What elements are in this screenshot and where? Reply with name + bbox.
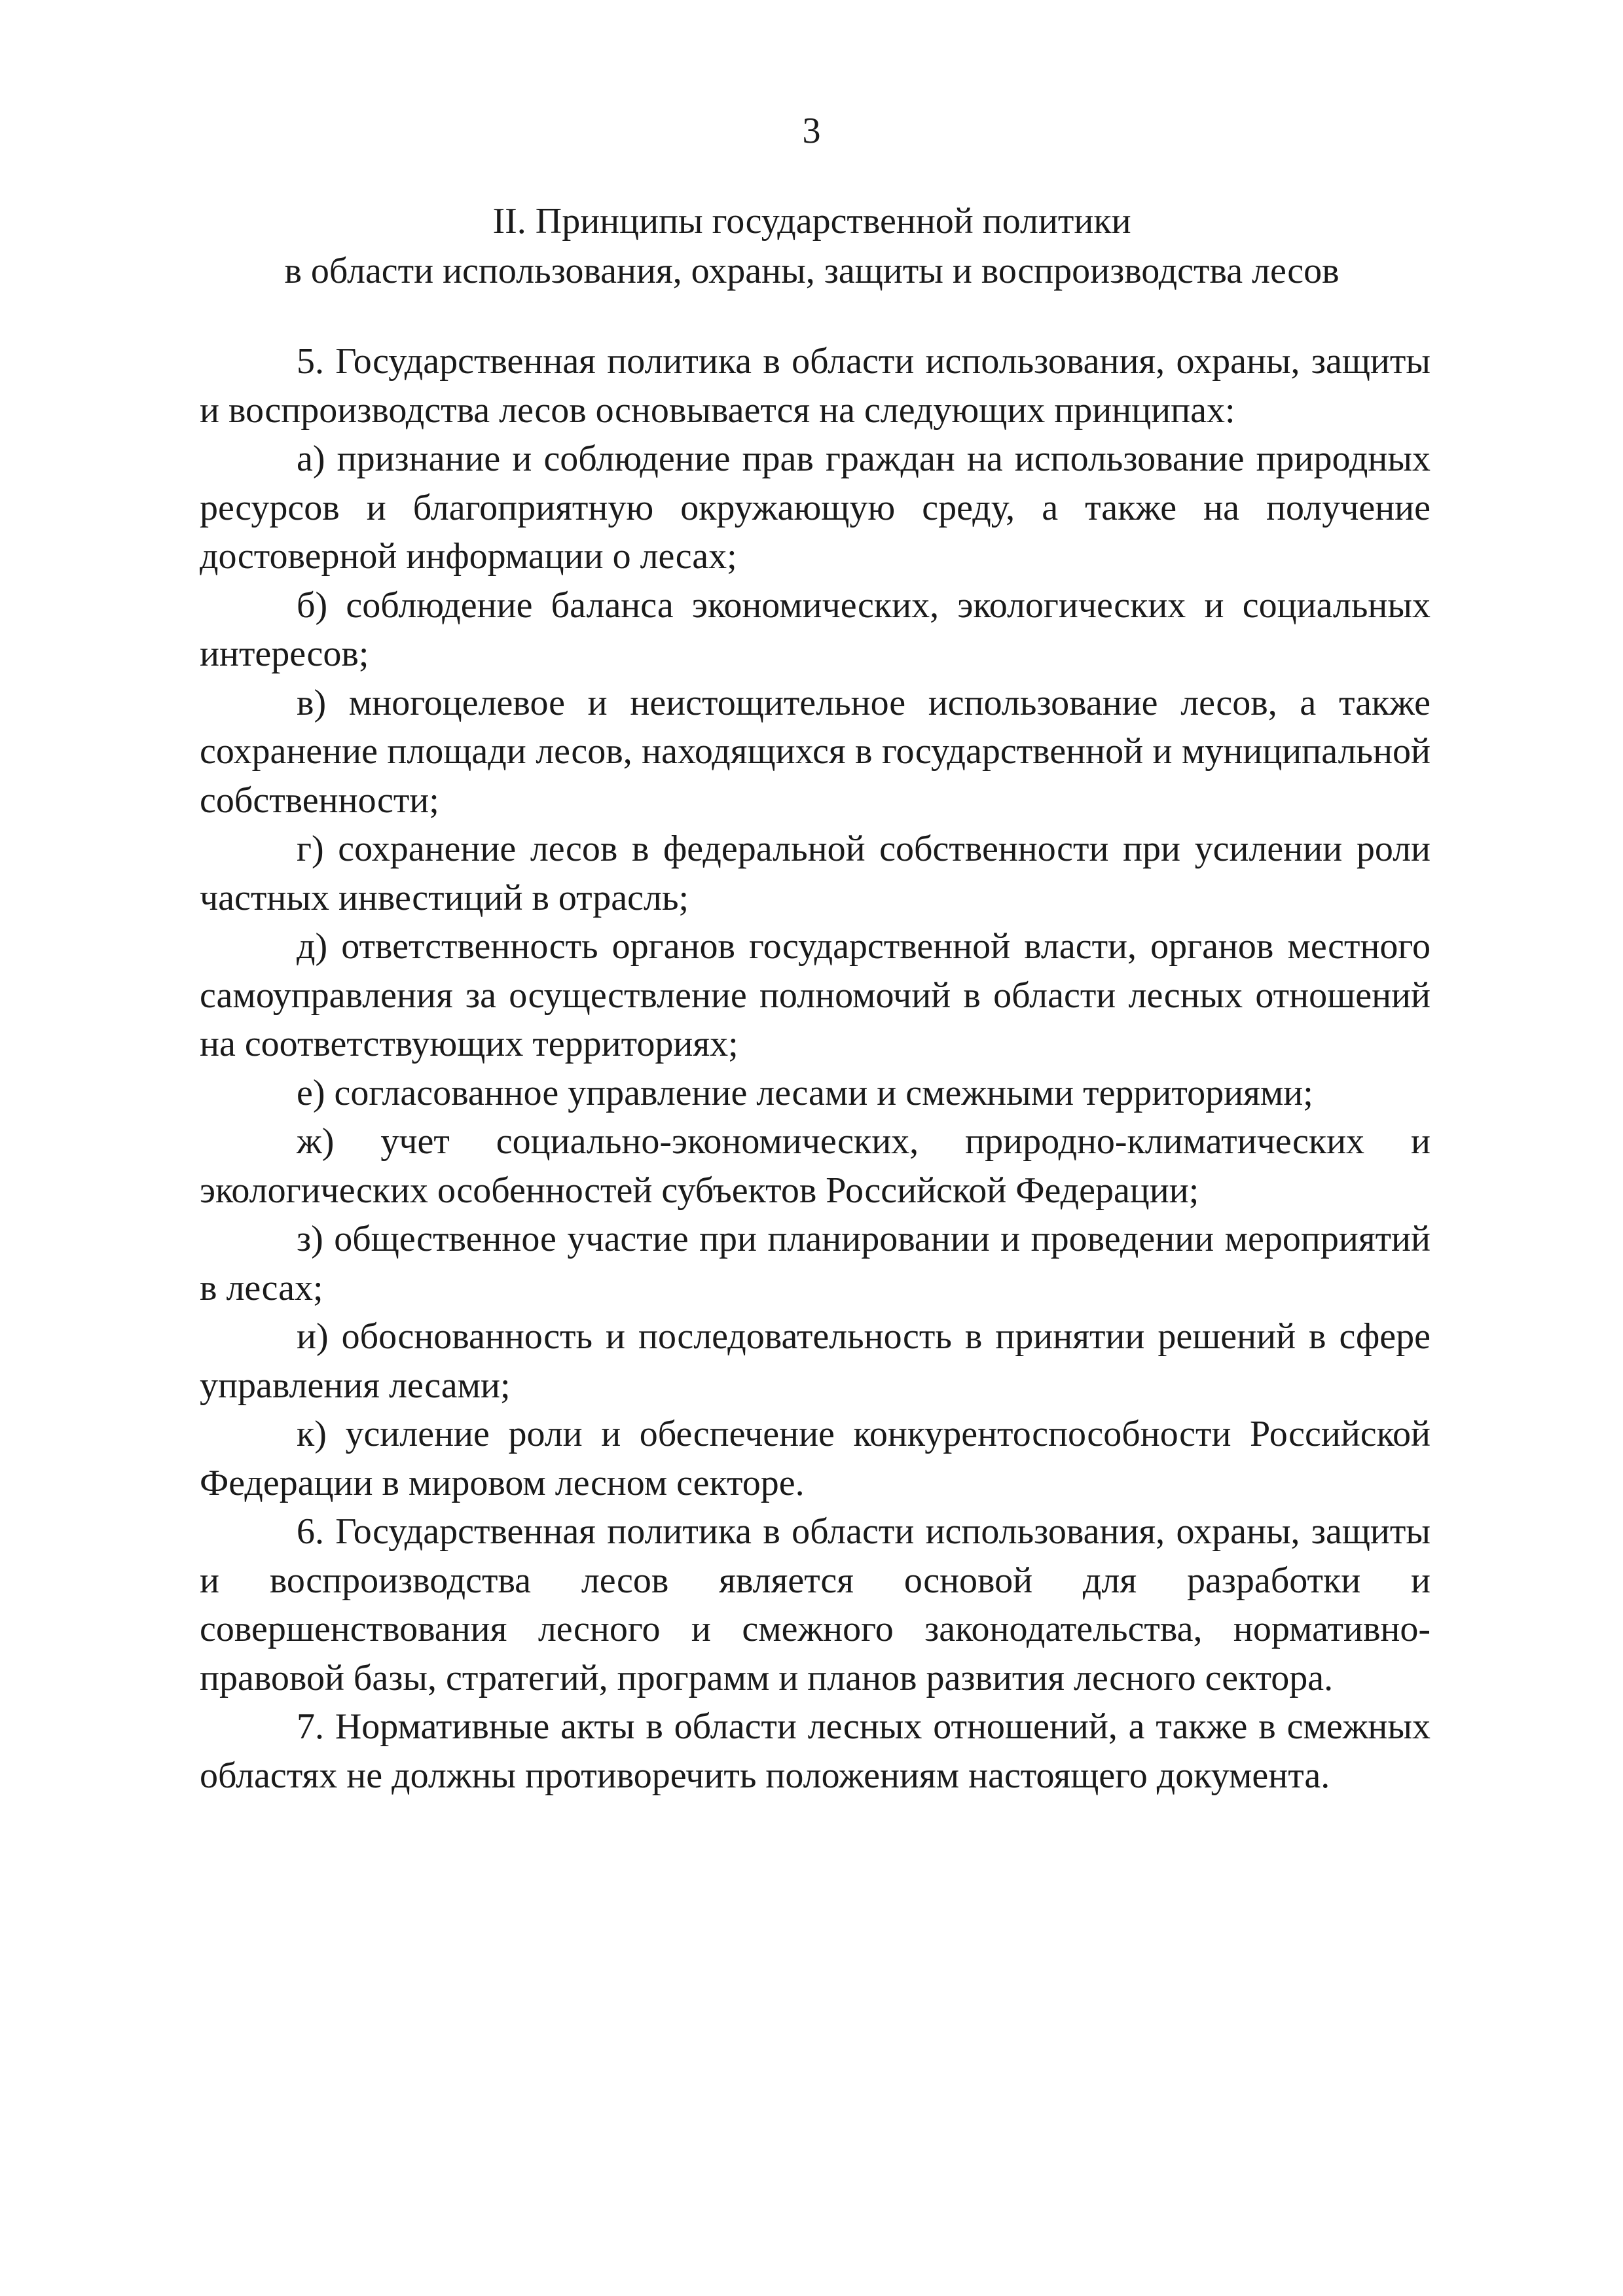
document-body	[200, 337, 1431, 1800]
principle-d: д) ответственность органов государственной власти, органов местного самоуправления за осуществление полномочий в области лесных отношений на соответствующих территориях;	[200, 926, 1431, 1064]
principle-k: к) усиление роли и обеспечение конкурентоспособности Российской Федерации в мировом лесном секторе.	[200, 1414, 1431, 1503]
principle-i: и) обоснованность и последовательность в принятии решений в сфере управления лесами;	[200, 1316, 1431, 1406]
principle-z: з) общественное участие при планировании и проведении мероприятий в лесах;	[200, 1219, 1431, 1308]
paragraph-7: 7. Нормативные акты в области лесных отношений, а также в смежных областях не должны противоречить положениям настоящего документа.	[200, 1706, 1431, 1796]
principle-e: е) согласованное управление лесами и смежными территориями;	[297, 1072, 1313, 1113]
section-heading	[196, 196, 1427, 296]
principle-g: г) сохранение лесов в федеральной собственности при усилении роли частных инвестиций в отрасль;	[200, 829, 1431, 918]
paragraph-5: 5. Государственная политика в области использования, охраны, защиты и воспроизводства лесов основывается на следующих принципах:	[200, 341, 1431, 431]
principle-zh: ж) учет социально-экономических, природно-климатических и экологических особенностей субъектов Российской Федерации;	[200, 1121, 1431, 1211]
principle-a: а) признание и соблюдение прав граждан на использование природных ресурсов и благоприятную окружающую среду, а также на получение достоверной информации о лесах;	[200, 439, 1431, 577]
principle-b: б) соблюдение баланса экономических, экологических и социальных интересов;	[200, 584, 1431, 674]
section-heading-line-1: II. Принципы государственной политики	[492, 201, 1131, 242]
section-heading-line-2: в области использования, охраны, защиты и воспроизводства лесов	[284, 251, 1340, 291]
page-number: 3	[802, 111, 821, 151]
paragraph-6: 6. Государственная политика в области использования, охраны, защиты и воспроизводства лесов является основой для разработки и совершенствования лесного и смежного законодательства, нормативно-правовой базы, стратегий, программ и планов развития лесного сектора.	[200, 1511, 1431, 1698]
principle-v: в) многоцелевое и неистощительное использование лесов, а также сохранение площади лесов, находящихся в государственной и муниципальной собственности;	[200, 682, 1431, 821]
